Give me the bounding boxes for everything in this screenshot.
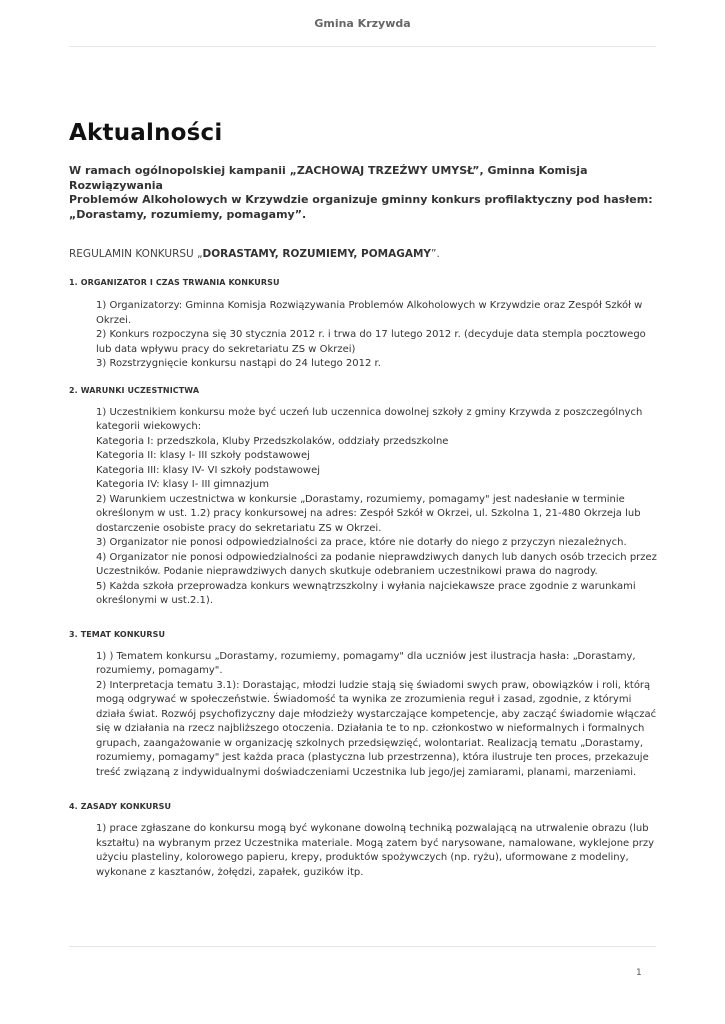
section-line: działa świat. Rozwój psychofizyczny daje młodzieży wystarczające kompetencje, aby zacząć świadomie włączać: [96, 708, 657, 720]
section-line: Kategoria III: klasy IV- VI szkoły podstawowej: [96, 464, 321, 476]
page-title: Aktualności: [69, 120, 223, 146]
section-line: określonymi w ust.2.1).: [96, 595, 214, 606]
section-line: Kategoria I: przedszkola, Kluby Przedszkolaków, oddziały przedszkolne: [96, 435, 449, 447]
header-divider: [69, 46, 656, 47]
lead-paragraph: [69, 164, 659, 222]
section-line: grupach, zaangażowanie w organizację szkolnych przedsięwzięć, wolontariat. Realizacją tematu „Dorastamy,: [96, 737, 644, 749]
page-number: 1: [636, 968, 642, 978]
section-line: 1) Organizatorzy: Gminna Komisja Rozwiązywania Problemów Alkoholowych w Krzywdzie oraz Zespół Szkół w: [96, 300, 643, 311]
article-body: [69, 247, 659, 880]
section-title-temat: 3. TEMAT KONKURSU: [69, 629, 166, 639]
section-line: kategorii wiekowych:: [96, 421, 202, 432]
section-body-organizator: [96, 299, 659, 372]
section-line: Kategoria II: klasy I- III szkoły podstawowej: [96, 450, 310, 461]
section-line: rozumiemy, pomagamy" jest każda praca (plastyczna lub przestrzenna), która ilustruje ten proces, przekazuje: [96, 752, 649, 763]
footer-divider: [69, 946, 656, 947]
section-title-organizator: 1. ORGANIZATOR I CZAS TRWANIA KONKURSU: [69, 278, 280, 287]
section-line: kształtu) na wybranym przez Uczestnika materiale. Mogą zatem być narysowane, namalowane, wyklejone przy: [96, 837, 654, 849]
regulamin-prefix: REGULAMIN KONKURSU „: [69, 248, 203, 260]
lead-line: Problemów Alkoholowych w Krzywdzie organizuje gminny konkurs profilaktyczny pod hasłem:: [69, 193, 653, 206]
section-line: 3) Organizator nie ponosi odpowiedzialności za prace, które nie dotarły do niego z przyczyn niezależnych.: [96, 537, 627, 548]
section-body-temat: [96, 650, 659, 781]
section-line: 2) Warunkiem uczestnictwa w konkursie „Dorastamy, rozumiemy, pomagamy" jest nadesłanie w terminie: [96, 493, 625, 505]
section-body-zasady: [96, 822, 659, 880]
regulamin-suffix: ”.: [431, 248, 440, 260]
section-line: 4) Organizator nie ponosi odpowiedzialności za podanie nieprawdziwych danych lub danych osób trzecich przez: [96, 551, 657, 563]
section-line: 3) Rozstrzygnięcie konkursu nastąpi do 24 lutego 2012 r.: [96, 358, 381, 369]
section-line: 1) Uczestnikiem konkursu może być uczeń lub uczennica dowolnej szkoły z gminy Krzywda z poszczególnych: [96, 406, 643, 418]
section-line: dostarczenie osobiste pracy do sekretariatu ZS w Okrzei.: [96, 522, 382, 534]
section-title-warunki: 2. WARUNKI UCZESTNICTWA: [69, 385, 200, 395]
section-line: treść związaną z indywidualnymi doświadczeniami Uczestnika lub jego/jej zamiarami, planami, marzeniami.: [96, 766, 637, 778]
section-line: 2) Interpretacja tematu 3.1): Dorastając, młodzi ludzie stają się świadomi swych praw, obowiązków i roli, którą: [96, 679, 651, 691]
section-line: rozumiemy, pomagamy".: [96, 665, 223, 676]
section-line: 5) Każda szkoła przeprowadza konkurs wewnątrzszkolny i wyłania najciekawsze prace zgodnie z warunkami: [96, 580, 636, 592]
section-line: się w działania na rzecz najbliższego otoczenia. Działania te to np. członkostwo w nieformalnych i formalnych: [96, 723, 645, 734]
section-line: mogą odgrywać w społeczeństwie. Świadomość ta wynika ze zrozumienia reguł i zasad, zgodnie, z którymi: [96, 694, 632, 705]
lead-line: „Dorastamy, rozumiemy, pomagamy”.: [69, 207, 307, 221]
regulamin-name: DORASTAMY, ROZUMIEMY, POMAGAMY: [202, 248, 432, 260]
section-title-zasady: 4. ZASADY KONKURSU: [69, 802, 172, 811]
regulamin-heading: [69, 247, 659, 261]
section-body-warunki: [96, 406, 659, 609]
section-line: określonym w ust. 1.2) pracy konkursowej na adres: Zespół Szkół w Okrzei, ul. Szkolna 1, 21-480 Okrzeja lub: [96, 508, 641, 519]
section-line: 1) ) Tematem konkursu „Dorastamy, rozumiemy, pomagamy" dla uczniów jest ilustracja hasła: „Dorastamy,: [96, 650, 636, 662]
section-line: wykonane z kasztanów, żołędzi, zapałek, guzików itp.: [96, 866, 364, 878]
section-line: 1) prace zgłaszane do konkursu mogą być wykonane dowolną techniką pozwalającą na utrwalenie obrazu (lub: [96, 823, 649, 834]
section-line: Okrzei.: [96, 314, 132, 326]
section-line: lub data wpływu pracy do sekretariatu ZS w Okrzei): [96, 343, 356, 355]
section-line: Uczestników. Podanie nieprawdziwych danych skutkuje odebraniem uczestnikowi prawa do nagrody.: [96, 566, 598, 577]
section-line: 2) Konkurs rozpoczyna się 30 stycznia 2012 r. i trwa do 17 lutego 2012 r. (decyduje data stempla pocztowego: [96, 329, 646, 340]
lead-line: W ramach ogólnopolskiej kampanii „ZACHOWAJ TRZEŹWY UMYSŁ”, Gminna Komisja Rozwiązywania: [69, 164, 588, 192]
section-line: Kategoria IV: klasy I- III gimnazjum: [96, 479, 269, 490]
section-line: użyciu plasteliny, kolorowego papieru, krepy, produktów spożywczych (np. ryżu), uformowane z modeliny,: [96, 852, 629, 863]
site-name: Gmina Krzywda: [314, 17, 411, 30]
